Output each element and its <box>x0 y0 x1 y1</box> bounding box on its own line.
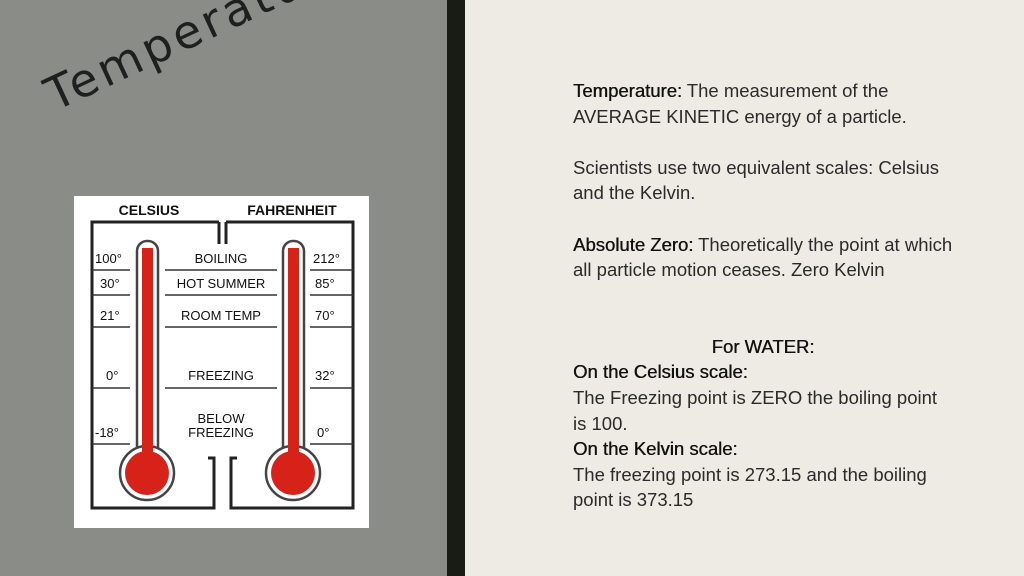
celsius-text: The Freezing point is ZERO the boiling point is 100. <box>573 386 938 434</box>
scale-label: FREEZING <box>188 368 254 383</box>
scale-label: FREEZING <box>188 425 254 440</box>
fahrenheit-mercury-bulb <box>271 451 315 495</box>
temperature-term: Temperature: <box>573 80 682 101</box>
celsius-value: 100° <box>95 251 122 266</box>
temperature-definition-text: The measurement of the AVERAGE KINETIC energy of a particle. <box>573 80 907 127</box>
fahrenheit-value: 32° <box>315 368 335 383</box>
scale-label: BELOW <box>197 411 245 426</box>
celsius-mercury-bulb <box>125 451 169 495</box>
celsius-value: 21° <box>100 308 120 323</box>
thermometer-image <box>74 196 369 528</box>
celsius-value: -18° <box>95 425 119 440</box>
fahrenheit-value: 212° <box>313 251 340 266</box>
fahrenheit-header: FAHRENHEIT <box>247 202 337 218</box>
fahrenheit-value: 0° <box>317 425 330 440</box>
scale-label: BOILING <box>194 251 248 266</box>
water-heading: For WATER: <box>711 335 815 357</box>
scale-label: ROOM TEMP <box>181 308 261 323</box>
absolute-zero-text: Theoretically the point at which all particle motion ceases. Zero Kelvin <box>573 233 953 281</box>
fahrenheit-value: 70° <box>315 308 335 323</box>
fahrenheit-mercury <box>288 248 299 473</box>
divider-bar <box>447 0 465 576</box>
scales-text: Scientists use two equivalent scales: Celsius and the Kelvin. <box>573 156 940 204</box>
kelvin-heading: On the Kelvin scale: <box>573 438 738 460</box>
absolute-zero-definition <box>573 232 953 283</box>
content-block <box>573 78 953 513</box>
kelvin-text: The freezing point is 273.15 and the boiling point is 373.15 <box>573 463 927 511</box>
absolute-zero-term: Absolute Zero: <box>573 233 694 255</box>
celsius-heading: On the Celsius scale: <box>573 361 748 383</box>
celsius-mercury <box>142 248 153 473</box>
temperature-definition <box>573 78 953 129</box>
celsius-value: 0° <box>106 368 119 383</box>
scale-label: HOT SUMMER <box>176 276 266 291</box>
fahrenheit-value: 85° <box>315 276 335 291</box>
celsius-header: CELSIUS <box>118 202 180 218</box>
celsius-value: 30° <box>100 276 120 291</box>
